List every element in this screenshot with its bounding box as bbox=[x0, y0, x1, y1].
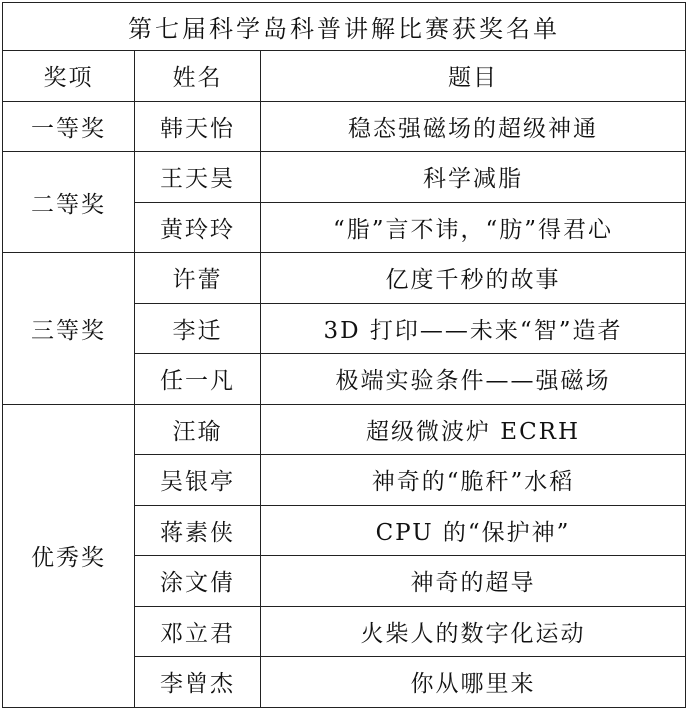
header-name: 姓名 bbox=[135, 51, 261, 102]
table-title: 第七届科学岛科普讲解比赛获奖名单 bbox=[3, 3, 686, 51]
topic-cell: 亿度千秒的故事 bbox=[261, 253, 686, 304]
winner-name-cell: 黄玲玲 bbox=[135, 202, 261, 253]
header-topic: 题目 bbox=[261, 51, 686, 102]
winner-name-cell: 吴银亭 bbox=[135, 455, 261, 506]
table-row bbox=[3, 404, 686, 455]
topic-cell: 神奇的超导 bbox=[261, 556, 686, 607]
topic-cell: 极端实验条件——强磁场 bbox=[261, 354, 686, 405]
table-row bbox=[3, 101, 686, 152]
table-title-row bbox=[3, 3, 686, 51]
topic-cell: 你从哪里来 bbox=[261, 657, 686, 708]
topic-cell: 科学减脂 bbox=[261, 152, 686, 203]
topic-cell: 神奇的“脆秆”水稻 bbox=[261, 455, 686, 506]
header-award: 奖项 bbox=[3, 51, 135, 102]
awards-table bbox=[2, 2, 686, 708]
topic-cell: 稳态强磁场的超级神通 bbox=[261, 101, 686, 152]
table-header-row bbox=[3, 51, 686, 102]
award-level-cell: 优秀奖 bbox=[3, 404, 135, 707]
winner-name-cell: 汪瑜 bbox=[135, 404, 261, 455]
topic-cell: 3D 打印——未来“智”造者 bbox=[261, 303, 686, 354]
table-row bbox=[3, 152, 686, 203]
award-level-cell: 一等奖 bbox=[3, 101, 135, 152]
winner-name-cell: 王天昊 bbox=[135, 152, 261, 203]
winner-name-cell: 李曾杰 bbox=[135, 657, 261, 708]
table-row bbox=[3, 253, 686, 304]
winner-name-cell: 任一凡 bbox=[135, 354, 261, 405]
winner-name-cell: 李迁 bbox=[135, 303, 261, 354]
topic-cell: “脂”言不讳，“肪”得君心 bbox=[261, 202, 686, 253]
winner-name-cell: 韩天怡 bbox=[135, 101, 261, 152]
award-level-cell: 二等奖 bbox=[3, 152, 135, 253]
topic-cell: 超级微波炉 ECRH bbox=[261, 404, 686, 455]
winner-name-cell: 邓立君 bbox=[135, 606, 261, 657]
topic-cell: CPU 的“保护神” bbox=[261, 505, 686, 556]
winner-name-cell: 许蕾 bbox=[135, 253, 261, 304]
winner-name-cell: 蒋素侠 bbox=[135, 505, 261, 556]
award-level-cell: 三等奖 bbox=[3, 253, 135, 405]
topic-cell: 火柴人的数字化运动 bbox=[261, 606, 686, 657]
winner-name-cell: 涂文倩 bbox=[135, 556, 261, 607]
